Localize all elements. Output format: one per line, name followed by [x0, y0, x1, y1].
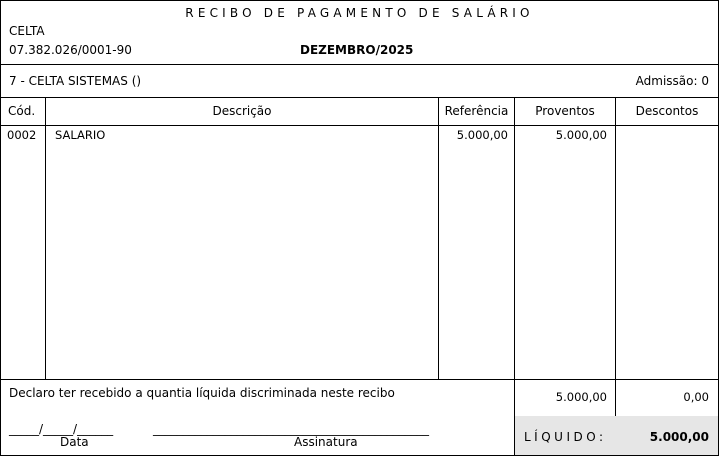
col-header-earnings: Proventos [535, 104, 595, 118]
col-sep-reference [514, 97, 515, 456]
employee-name: 7 - CELTA SISTEMAS () [9, 74, 142, 88]
total-earnings: 5.000,00 [555, 390, 607, 404]
signature-blank: ______________________________________________ [153, 422, 429, 436]
receipt-title: RECIBO DE PAGAMENTO DE SALÁRIO [185, 6, 534, 20]
row-earnings: 5.000,00 [555, 128, 607, 142]
total-deductions: 0,00 [683, 390, 709, 404]
col-header-code: Cód. [8, 104, 36, 118]
net-pay-value: 5.000,00 [649, 430, 709, 444]
divider-employee [0, 97, 719, 98]
row-reference: 5.000,00 [456, 128, 508, 142]
col-header-description: Descrição [212, 104, 272, 118]
row-code: 0002 [7, 128, 37, 142]
row-description: SALARIO [55, 128, 106, 142]
divider-body [0, 379, 719, 380]
signature-label: Assinatura [294, 435, 358, 449]
divider-header [0, 64, 719, 65]
border-left [0, 0, 1, 456]
net-pay-label: LÍQUIDO: [524, 430, 607, 444]
date-label: Data [60, 435, 89, 449]
declaration-text: Declaro ter recebido a quantia líquida discriminada neste recibo [9, 386, 395, 400]
col-sep-code [45, 97, 46, 380]
divider-column-headers [0, 125, 719, 126]
border-top [0, 0, 719, 1]
col-sep-earnings [615, 97, 616, 417]
col-header-deductions: Descontos [635, 104, 699, 118]
admission-date: Admissão: 0 [635, 74, 709, 88]
col-header-reference: Referência [444, 104, 509, 118]
date-blank: _____/_____/______ [9, 422, 114, 436]
company-cnpj: 07.382.026/0001-90 [9, 43, 132, 57]
company-name: CELTA [9, 24, 45, 38]
col-sep-description [438, 97, 439, 380]
pay-period: DEZEMBRO/2025 [300, 43, 414, 57]
